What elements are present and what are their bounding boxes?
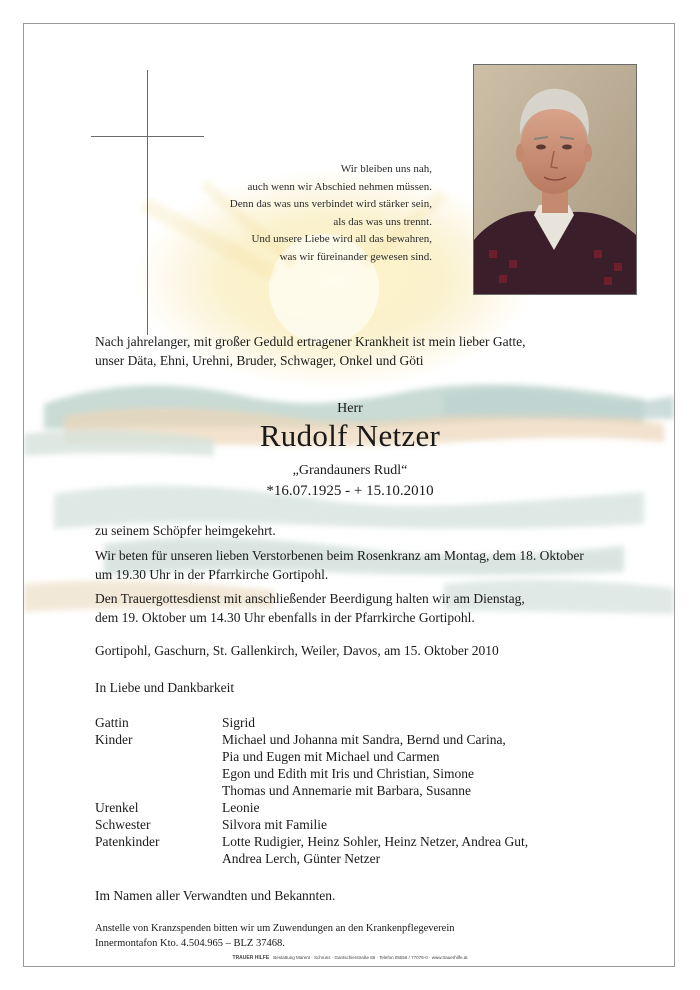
place-date-line: Gortipohl, Gaschurn, St. Gallenkirch, Weiler, Davos, am 15. Oktober 2010 xyxy=(95,643,499,658)
funeral-notice xyxy=(95,590,655,627)
in-love-text xyxy=(95,679,655,698)
family-row xyxy=(95,714,528,731)
memorial-poem xyxy=(72,161,432,266)
place-date xyxy=(95,642,655,661)
family-names: Sigrid xyxy=(222,715,256,730)
footer-brand: TRAUER HILFE xyxy=(232,955,270,961)
donation-line: Innermontafon Kto. 4.504.965 – BLZ 37468. xyxy=(95,938,285,949)
salutation: Herr xyxy=(337,401,363,416)
poem-line: was wir füreinander gewesen sind. xyxy=(279,250,432,263)
family-relation: Kinder xyxy=(95,732,133,747)
rosary-line: Wir beten für unseren lieben Verstorbenen beim Rosenkranz am Montag, dem 18. Oktober xyxy=(95,548,584,563)
obituary-card xyxy=(23,23,675,967)
intro-line: Nach jahrelanger, mit großer Geduld ertragener Krankheit ist mein lieber Gatte, xyxy=(95,334,526,349)
family-names: Andrea Lerch, Günter Netzer xyxy=(222,851,381,866)
family-row xyxy=(95,833,528,867)
relatives-text xyxy=(95,887,655,906)
relatives-line: Im Namen aller Verwandten und Bekannten. xyxy=(95,888,336,903)
poem-line: Und unsere Liebe wird all das bewahren, xyxy=(251,233,432,245)
in-love-line: In Liebe und Dankbarkeit xyxy=(95,680,235,695)
family-names: Lotte Rudigier, Heinz Sohler, Heinz Netzer, Andrea Gut, xyxy=(222,834,529,849)
rosary-line: um 19.30 Uhr in der Pfarrkirche Gortipohl. xyxy=(95,566,329,582)
poem-line: Wir bleiben uns nah, xyxy=(340,163,432,175)
family-list xyxy=(95,714,528,867)
deceased-nickname: „Grandauners Rudl“ xyxy=(292,463,408,478)
family-names: Pia und Eugen mit Michael und Carmen xyxy=(222,749,440,764)
portrait-photo xyxy=(473,64,637,295)
poem-line: Denn das was uns verbindet wird stärker sein, xyxy=(229,198,432,210)
family-names: Thomas und Annemarie mit Barbara, Susanne xyxy=(222,783,471,798)
rosary-notice xyxy=(95,547,655,584)
returned-text xyxy=(95,522,655,541)
donation-line: Anstelle von Kranzspenden bitten wir um Zuwendungen an den Krankenpflegeverein xyxy=(95,923,455,934)
family-relation: Patenkinder xyxy=(95,834,160,849)
life-dates: *16.07.1925 - + 15.10.2010 xyxy=(266,483,434,499)
family-relation: Urenkel xyxy=(95,800,139,815)
family-row xyxy=(95,799,528,816)
cross-horizontal-line xyxy=(91,136,204,137)
poem-line: auch wenn wir Abschied nehmen müssen. xyxy=(247,180,432,193)
family-names: Leonie xyxy=(222,800,260,815)
intro-line: unser Däta, Ehni, Urehni, Bruder, Schwager, Onkel und Göti xyxy=(95,353,424,368)
poem-line: als das was uns trennt. xyxy=(333,215,432,228)
family-names: Silvora mit Familie xyxy=(222,817,327,832)
footer-text: Bestattung Marent · Schruns · Gantschierstraße 86 · Telefon 05556 / 77079-0 · www.trauerhilfe.at xyxy=(273,955,468,960)
returned-line: zu seinem Schöpfer heimgekehrt. xyxy=(95,523,276,538)
family-relation: Schwester xyxy=(95,817,151,832)
funeral-line: Den Trauergottesdienst mit anschließender Beerdigung halten wir am Dienstag, xyxy=(95,591,525,606)
family-names: Egon und Edith mit Iris und Christian, Simone xyxy=(222,766,474,781)
family-row xyxy=(95,816,528,833)
deceased-name: Rudolf Netzer xyxy=(259,418,441,453)
family-relation: Gattin xyxy=(95,715,129,730)
family-row xyxy=(95,731,528,799)
family-names: Michael und Johanna mit Sandra, Bernd und Carina, xyxy=(222,732,506,747)
donation-note xyxy=(95,921,455,951)
funeral-line: dem 19. Oktober um 14.30 Uhr ebenfalls in der Pfarrkirche Gortipohl. xyxy=(95,609,475,625)
intro-text xyxy=(95,332,615,370)
undertaker-footer xyxy=(24,955,675,961)
